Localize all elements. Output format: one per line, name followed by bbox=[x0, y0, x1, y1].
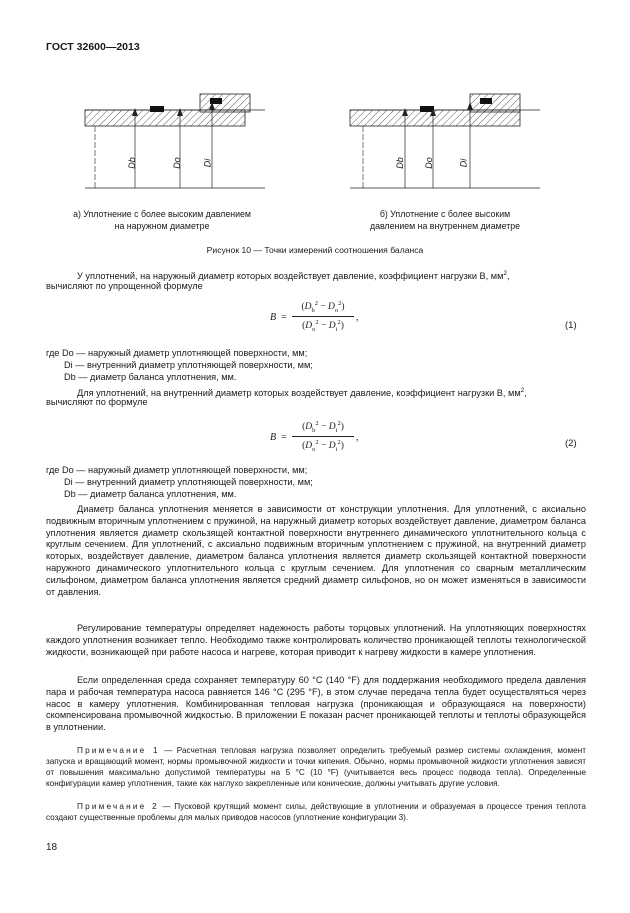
caption-b bbox=[355, 208, 535, 232]
note-1-label: Примечание 1 bbox=[77, 746, 160, 755]
caption-a-line2: на наружном диаметре bbox=[114, 221, 210, 231]
paragraph-4: Регулирование температуры определяет надежность работы торцовых уплотнений. На уплотняющих поверхностях каждого уплотнения возникает тепло. Необходимо также контролировать количество проникающей теплоты технологической жидкости, возникающей при работе насоса и нагреве, которая приводит к нагреву жидкости в камере уплотнения. bbox=[46, 623, 586, 657]
note-2-label: Примечание 2 bbox=[77, 802, 159, 811]
where-1-item-1: где Do — наружный диаметр уплотняющей поверхности, мм; bbox=[46, 348, 308, 358]
where-1-item-2: Di — внутренний диаметр уплотняющей поверхности, мм; bbox=[64, 360, 313, 370]
paragraph-2: Для уплотнений, на внутренний диаметр которых воздействует давление, коэффициент нагрузки B, $мм^2$, bbox=[77, 387, 527, 399]
standard-header: ГОСТ 32600—2013 bbox=[46, 41, 140, 53]
label-a-di: Di bbox=[202, 158, 213, 168]
formula-1-number: (1) bbox=[565, 320, 577, 331]
figure-title: Рисунок 10 — Точки измерений соотношения баланса bbox=[206, 245, 424, 255]
label-b-do: Do bbox=[423, 157, 434, 169]
where-2-item-3: Db — диаметр баланса уплотнения, мм. bbox=[64, 489, 237, 499]
formula-2-number: (2) bbox=[565, 438, 577, 449]
label-b-db: Db bbox=[394, 157, 405, 169]
paragraph-1: У уплотнений, на наружный диаметр которых воздействует давление, коэффициент нагрузки B, $мм^2$, bbox=[77, 270, 510, 282]
where-2-item-1: где Do — наружный диаметр уплотняющей поверхности, мм; bbox=[46, 465, 308, 475]
where-1-item-3: Db — диаметр баланса уплотнения, мм. bbox=[64, 372, 237, 382]
note-1 bbox=[46, 745, 586, 789]
label-a-do: Do bbox=[171, 157, 182, 169]
note-1-text: — Расчетная тепловая нагрузка позволяет определить требуемый размер системы охлаждения, момент запуска и вращающий момент, нормы промывочной жидкости и точки кипения. Обычно, нормы промывочной жидкости уплотнения зависят от повышения максимально допустимой температуры на 5 °С (10 °F) (учитывается весь процесс подвода тепла). Определенные конфигурации камер уплотнения, такие как наглухо закрепленные или конические, должны учитывать другие условия. bbox=[46, 746, 586, 788]
p1-line1: У уплотнений, на наружный диаметр которых воздействует давление, коэффициент нагрузки B, мм bbox=[77, 271, 504, 282]
paragraph-3: Диаметр баланса уплотнения меняется в зависимости от конструкции уплотнения. Для уплотнений, с аксиально подвижным вторичным уплотнением с пружиной, на наружный диаметр которых воздействует давление, диаметром баланса уплотнения является диаметр скользящей контактной поверхности внутреннего динамического уплотнительного кольца с круглым сечением. Для уплотнений, с аксиально подвижным вторичным уплотнением с пружиной, на внутренний диаметр которых, воздействует давление, диаметром баланса уплотнения является диаметр скользящей контактной поверхности наружного динамического уплотнительного кольца с круглым сечением. Для уплотнения со сварным металлическим сильфоном, диаметром баланса уплотнения является средний диаметр сильфонов, но он может изменяться в зависимости от давления. bbox=[46, 504, 586, 597]
paragraph-5: Если определенная среда сохраняет температуру 60 °С (140 °F) для поддержания необходимого предела давления пара и рабочая температура насоса равняется 146 °С (295 °F), в этом случае передача тепла будет осуществляться через насос в камеру уплотнения. Комбинированная тепловая нагрузка (проникающая и образующаяся на поверхности) скомпенсирована промывочной жидкостью. В приложении Е показан расчет проникающей теплоты и теплоты образующейся в уплотнении. bbox=[46, 675, 586, 733]
where-2-item-2: Di — внутренний диаметр уплотняющей поверхности, мм; bbox=[64, 477, 313, 487]
page-number: 18 bbox=[46, 842, 58, 853]
p2-line2: вычисляют по формуле bbox=[46, 397, 148, 407]
caption-b-line1: б) Уплотнение с более высоким bbox=[379, 209, 511, 219]
figure-a-drawing bbox=[80, 88, 270, 198]
caption-a bbox=[52, 208, 272, 232]
note-2-text: — Пусковой крутящий момент силы, действующие в уплотнении и образуемая в процессе трения теплота создают существенные проблемы для малых приводов насосов (уплотнение конфигурации 3). bbox=[46, 802, 586, 822]
figure-b-drawing bbox=[345, 88, 545, 198]
p1-line2: вычисляют по упрощенной формуле bbox=[46, 281, 203, 291]
label-a-db: Db bbox=[126, 157, 137, 169]
caption-b-line2: давлением на внутреннем диаметре bbox=[369, 221, 521, 231]
note-2 bbox=[46, 801, 586, 823]
caption-a-line1: а) Уплотнение с более высоким давлением bbox=[73, 209, 251, 219]
p2-line1: Для уплотнений, на внутренний диаметр которых воздействует давление, коэффициент нагрузки B, мм bbox=[77, 388, 521, 399]
label-b-di: Di bbox=[458, 158, 469, 168]
